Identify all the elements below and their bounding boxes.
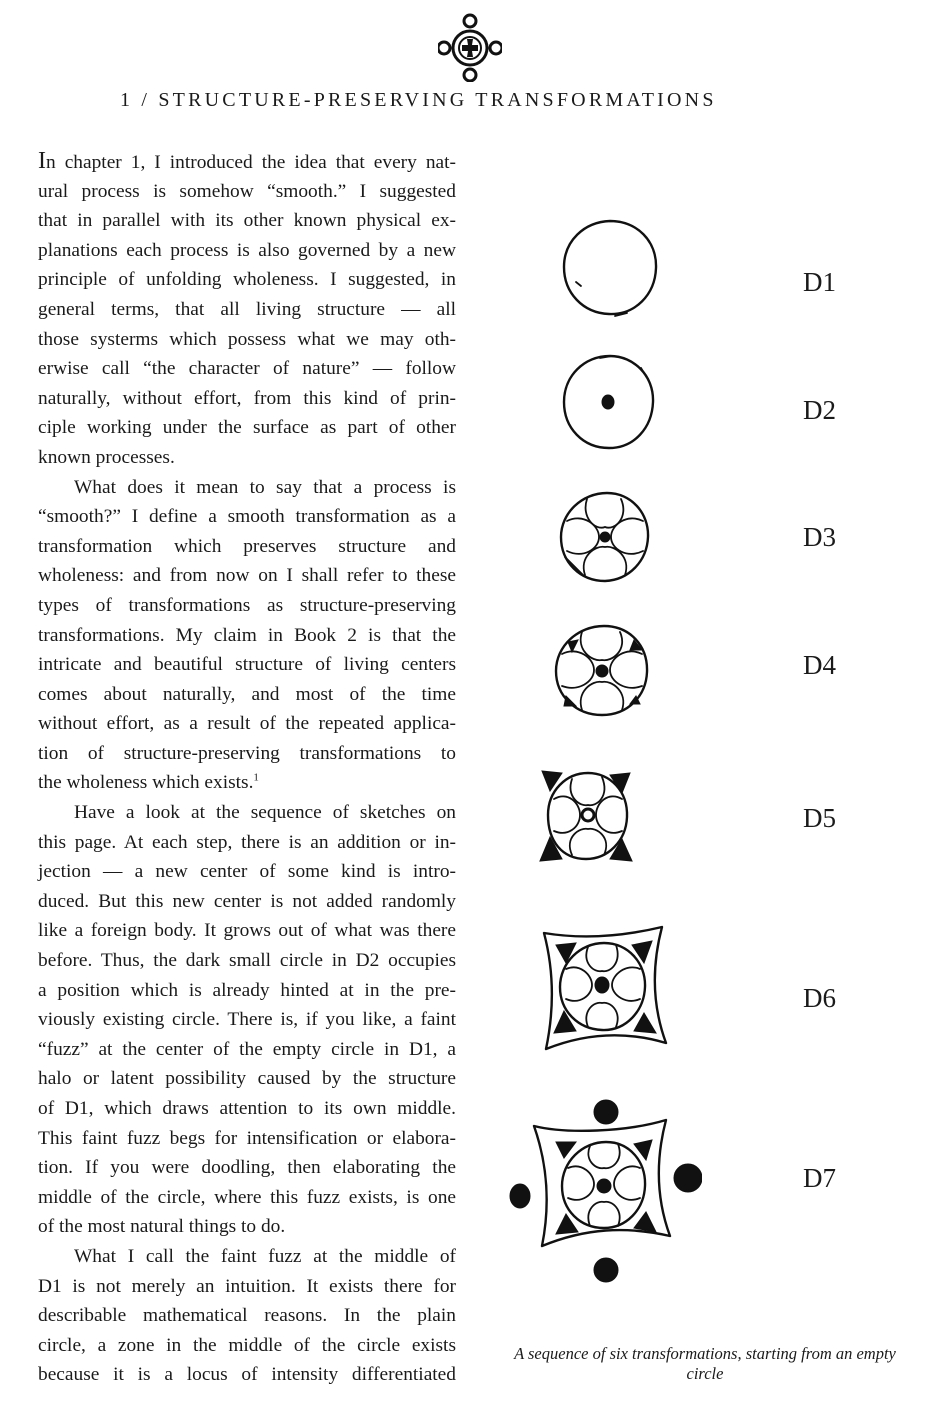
text-line: viously existing circle. There is, if you like, a faint: [38, 1009, 456, 1031]
circle-in-curved-square-sketch-icon: [540, 925, 670, 1058]
text-line: intricate and beautiful structure of living centers: [38, 654, 456, 676]
chapter-title: 1 / STRUCTURE-PRESERVING TRANSFORMATIONS: [120, 89, 717, 111]
text-line: What I call the faint fuzz at the middle of: [74, 1245, 456, 1267]
figure-label-d7: D7: [803, 1163, 836, 1193]
text-line: planations each process is also governed by a new: [38, 239, 456, 261]
text-line: principle of unfolding wholeness. I suggested, in: [38, 269, 456, 291]
figure-label-d2: D2: [803, 395, 836, 425]
text-line: “smooth?” I define a smooth transformation as a: [38, 506, 456, 528]
body-text-column: [38, 147, 456, 1390]
text-line: because it is a locus of intensity differentiated: [38, 1364, 456, 1386]
text-line: that in parallel with its other known physical ex-: [38, 210, 456, 232]
text-line: naturally, without effort, from this kind of prin-: [38, 387, 456, 409]
circle-with-lobes-and-corner-fills-sketch-icon: [550, 620, 654, 725]
figure-label-d3: D3: [803, 522, 836, 552]
text-line: ural process is somehow “smooth.” I suggested: [38, 180, 456, 202]
figure-label-d5: D5: [803, 803, 836, 833]
circle-with-corner-triangles-sketch-icon: [538, 765, 634, 870]
text-line: wholeness: and from now on I shall refer to these: [38, 565, 456, 587]
text-line: ciple working under the surface as part of other: [38, 417, 456, 439]
text-line: general terms, that all living structure — all: [38, 298, 456, 320]
text-line: describable mathematical reasons. In the plain: [38, 1305, 456, 1327]
text-line: circle, a zone in the middle of the circle exists: [38, 1334, 456, 1356]
text-line: of D1, which draws attention to its own middle.: [38, 1098, 456, 1119]
text-line: those systerms which possess what we may oth-: [38, 328, 456, 350]
text-line: [38, 768, 456, 798]
text-line: comes about naturally, and most of the time: [38, 683, 456, 705]
text-line: erwise call “the character of nature” — follow: [38, 358, 456, 380]
text-line: a position which is already hinted at in the pre-: [38, 979, 456, 1001]
text-line: jection — a new center of some kind is intro-: [38, 861, 456, 883]
text-line-text: the wholeness which exists.: [38, 772, 254, 794]
text-line-rest: n chapter 1, I introduced the idea that every nat-: [46, 152, 456, 173]
text-line: this page. At each step, there is an addition or in-: [38, 831, 456, 853]
text-line: transformations. My claim in Book 2 is that the: [38, 624, 456, 646]
figure-label-d6: D6: [803, 983, 836, 1013]
curved-square-with-outer-dots-sketch-icon: [506, 1098, 702, 1289]
figure-caption: A sequence of six transformations, starting from an empty circle: [514, 1344, 896, 1383]
text-line: of the most natural things to do.: [38, 1216, 286, 1238]
text-line: [38, 147, 456, 177]
text-line: “fuzz” at the center of the empty circle in D1, a: [38, 1038, 456, 1060]
figure-label-d1: D1: [803, 267, 836, 297]
text-line: like a foreign body. It grows out of what was there: [38, 920, 456, 942]
footnote-marker[interactable]: 1: [253, 772, 259, 784]
text-line: types of transformations as structure-preserving: [38, 594, 456, 616]
drop-cap: I: [38, 148, 46, 174]
text-line: Have a look at the sequence of sketches on: [74, 802, 456, 824]
text-line: This faint fuzz begs for intensification or elabora-: [38, 1127, 456, 1149]
circle-with-four-lobes-sketch-icon: [555, 487, 655, 592]
text-line: tion of structure-preserving transformations to: [38, 742, 456, 764]
text-line: halo or latent possibility caused by the structure: [38, 1068, 456, 1090]
text-line: What does it mean to say that a process is: [74, 476, 456, 498]
figure-label-d4: D4: [803, 650, 836, 680]
text-line: before. Thus, the dark small circle in D2 occupies: [38, 950, 456, 972]
text-line: tion. If you were doodling, then elaborating the: [38, 1157, 456, 1179]
text-line: D1 is not merely an intuition. It exists there for: [38, 1275, 456, 1297]
text-line: duced. But this new center is not added randomly: [38, 890, 456, 912]
circle-with-center-dot-sketch-icon: [558, 350, 658, 459]
celtic-knot-ornament-icon: [438, 12, 502, 82]
text-line: without effort, as a result of the repeated applica-: [38, 713, 456, 735]
empty-circle-sketch-icon: [555, 213, 665, 328]
text-line: transformation which preserves structure and: [38, 535, 456, 557]
text-line: known processes.: [38, 446, 175, 468]
text-line: middle of the circle, where this fuzz exists, is one: [38, 1186, 456, 1208]
